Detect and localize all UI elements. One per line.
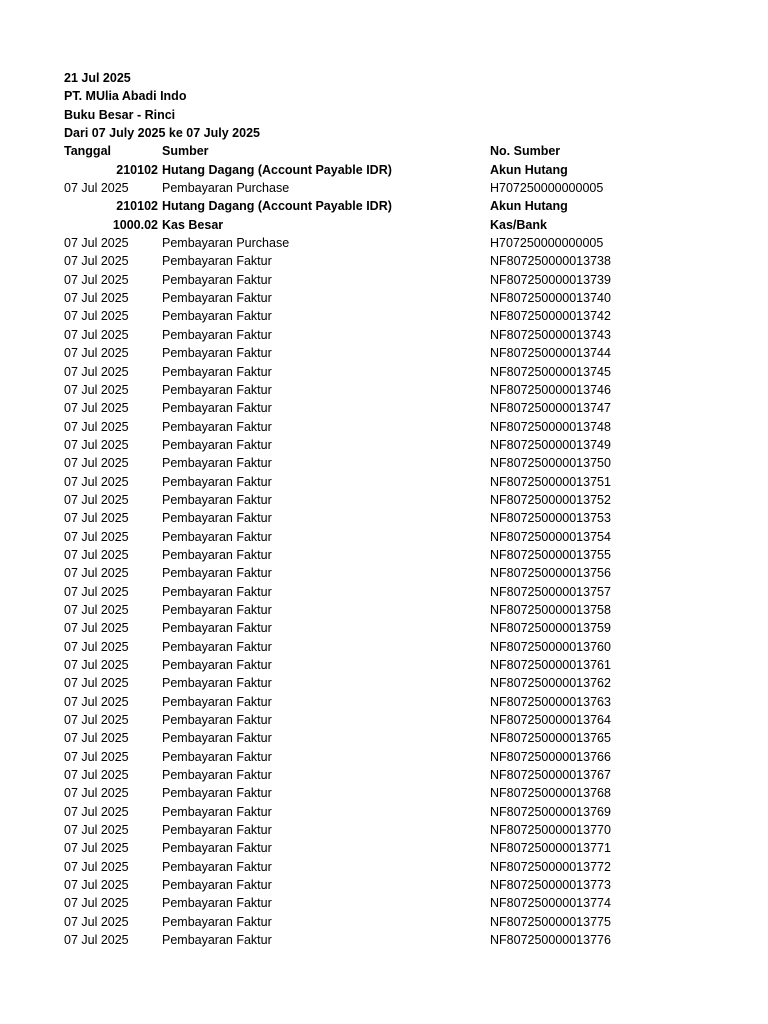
column-header-row (64, 142, 744, 160)
row-description: Pembayaran Faktur (162, 327, 272, 342)
row-source-no: NF807250000013768 (490, 786, 611, 801)
row-date: 07 Jul 2025 (64, 584, 129, 599)
account-header-row (64, 197, 744, 215)
row-date: 07 Jul 2025 (64, 492, 129, 507)
row-source-no: NF807250000013756 (490, 566, 611, 581)
row-source-no: NF807250000013745 (490, 364, 611, 379)
column-header-source-no: No. Sumber (490, 144, 561, 159)
table-row (64, 711, 744, 729)
table-row (64, 528, 744, 546)
row-date: 07 Jul 2025 (64, 309, 129, 324)
row-description: Pembayaran Faktur (162, 841, 272, 856)
table-row (64, 271, 744, 289)
row-description: Pembayaran Faktur (162, 859, 272, 874)
row-source-no: NF807250000013772 (490, 859, 611, 874)
ledger-body (64, 161, 744, 950)
row-source-no: NF807250000013751 (490, 474, 611, 489)
row-date: 07 Jul 2025 (64, 639, 129, 654)
row-source-no: NF807250000013747 (490, 401, 611, 416)
row-description: Pembayaran Faktur (162, 713, 272, 728)
row-date: 07 Jul 2025 (64, 878, 129, 893)
row-source-no: NF807250000013769 (490, 804, 611, 819)
row-source-no: NF807250000013754 (490, 529, 611, 544)
table-row (64, 839, 744, 857)
row-date: 07 Jul 2025 (64, 658, 129, 672)
row-source-no: NF807250000013743 (490, 327, 611, 342)
row-description: Pembayaran Faktur (162, 529, 272, 544)
row-source-no: NF807250000013767 (490, 768, 611, 783)
account-name: Hutang Dagang (Account Payable IDR) (162, 162, 392, 177)
row-date: 07 Jul 2025 (64, 768, 129, 783)
table-row (64, 784, 744, 802)
row-description: Pembayaran Faktur (162, 823, 272, 838)
row-description: Pembayaran Faktur (162, 511, 272, 526)
row-description: Pembayaran Faktur (162, 676, 272, 691)
table-row (64, 821, 744, 839)
table-row (64, 399, 744, 417)
row-date: 07 Jul 2025 (64, 731, 129, 746)
row-source-no: H707250000000005 (490, 181, 604, 196)
table-row (64, 748, 744, 766)
table-row (64, 564, 744, 582)
row-date: 07 Jul 2025 (64, 547, 129, 562)
account-header-row (64, 161, 744, 179)
row-date: 07 Jul 2025 (64, 291, 129, 306)
row-date: 07 Jul 2025 (64, 896, 129, 911)
row-description: Pembayaran Faktur (162, 621, 272, 636)
table-row (64, 179, 744, 197)
table-row (64, 729, 744, 747)
account-type: Kas/Bank (490, 217, 547, 232)
table-row (64, 894, 744, 912)
row-source-no: NF807250000013776 (490, 933, 611, 948)
row-description: Pembayaran Faktur (162, 914, 272, 929)
row-source-no: NF807250000013764 (490, 713, 611, 728)
row-source-no: NF807250000013760 (490, 639, 611, 654)
row-date: 07 Jul 2025 (64, 786, 129, 801)
row-description: Pembayaran Faktur (162, 694, 272, 709)
ledger-sheet (64, 69, 744, 950)
row-date: 07 Jul 2025 (64, 602, 129, 617)
row-date: 07 Jul 2025 (64, 181, 129, 196)
row-description: Pembayaran Faktur (162, 364, 272, 379)
table-row (64, 546, 744, 564)
row-source-no: NF807250000013744 (490, 346, 611, 361)
account-name: Hutang Dagang (Account Payable IDR) (162, 199, 392, 214)
row-description: Pembayaran Faktur (162, 309, 272, 324)
table-row (64, 858, 744, 876)
account-type: Akun Hutang (490, 162, 568, 177)
account-code: 210102 (116, 199, 158, 214)
row-description: Pembayaran Faktur (162, 731, 272, 746)
row-date: 07 Jul 2025 (64, 456, 129, 471)
table-row (64, 509, 744, 527)
row-description: Pembayaran Faktur (162, 804, 272, 819)
report-title-text: Buku Besar - Rinci (64, 107, 176, 122)
row-date: 07 Jul 2025 (64, 694, 129, 709)
row-source-no: NF807250000013742 (490, 309, 611, 324)
row-date: 07 Jul 2025 (64, 804, 129, 819)
row-date: 07 Jul 2025 (64, 474, 129, 489)
table-row (64, 473, 744, 491)
table-row (64, 674, 744, 692)
row-description: Pembayaran Purchase (162, 181, 290, 196)
row-date: 07 Jul 2025 (64, 272, 129, 287)
table-row (64, 252, 744, 270)
table-row (64, 234, 744, 252)
table-row (64, 619, 744, 637)
table-row (64, 491, 744, 509)
row-source-no: NF807250000013738 (490, 254, 611, 269)
row-source-no: NF807250000013753 (490, 511, 611, 526)
account-name: Kas Besar (162, 217, 224, 232)
table-row (64, 326, 744, 344)
table-row (64, 766, 744, 784)
row-description: Pembayaran Faktur (162, 272, 272, 287)
account-header-row (64, 216, 744, 234)
row-source-no: NF807250000013770 (490, 823, 611, 838)
row-source-no: NF807250000013746 (490, 382, 611, 397)
row-date: 07 Jul 2025 (64, 346, 129, 361)
table-row (64, 638, 744, 656)
table-row (64, 436, 744, 454)
row-date: 07 Jul 2025 (64, 823, 129, 838)
row-date: 07 Jul 2025 (64, 841, 129, 856)
company-name (64, 87, 744, 105)
row-date: 07 Jul 2025 (64, 254, 129, 269)
table-row (64, 363, 744, 381)
row-source-no: NF807250000013773 (490, 878, 611, 893)
row-description: Pembayaran Faktur (162, 896, 272, 911)
row-description: Pembayaran Faktur (162, 547, 272, 562)
report-period (64, 124, 744, 142)
row-source-no: NF807250000013774 (490, 896, 611, 911)
row-description: Pembayaran Faktur (162, 878, 272, 893)
row-description: Pembayaran Faktur (162, 566, 272, 581)
row-date: 07 Jul 2025 (64, 364, 129, 379)
table-row (64, 344, 744, 362)
table-row (64, 583, 744, 601)
row-description: Pembayaran Faktur (162, 658, 272, 672)
row-description: Pembayaran Faktur (162, 401, 272, 416)
row-description: Pembayaran Faktur (162, 291, 272, 306)
row-date: 07 Jul 2025 (64, 419, 129, 434)
report-date (64, 69, 744, 87)
row-source-no: NF807250000013739 (490, 272, 611, 287)
table-row (64, 803, 744, 821)
row-date: 07 Jul 2025 (64, 511, 129, 526)
table-row (64, 289, 744, 307)
row-date: 07 Jul 2025 (64, 933, 129, 948)
account-code: 210102 (116, 162, 158, 177)
row-description: Pembayaran Faktur (162, 933, 272, 948)
row-date: 07 Jul 2025 (64, 859, 129, 874)
row-description: Pembayaran Faktur (162, 346, 272, 361)
row-source-no: NF807250000013750 (490, 456, 611, 471)
company-name-text: PT. MUlia Abadi Indo (64, 89, 187, 104)
row-date: 07 Jul 2025 (64, 749, 129, 764)
row-source-no: NF807250000013775 (490, 914, 611, 929)
row-description: Pembayaran Purchase (162, 236, 290, 251)
row-source-no: NF807250000013755 (490, 547, 611, 562)
table-row (64, 913, 744, 931)
table-row (64, 656, 744, 674)
row-source-no: NF807250000013762 (490, 676, 611, 691)
table-row (64, 876, 744, 894)
row-source-no: NF807250000013749 (490, 437, 611, 452)
row-source-no: NF807250000013758 (490, 602, 611, 617)
row-date: 07 Jul 2025 (64, 401, 129, 416)
row-description: Pembayaran Faktur (162, 254, 272, 269)
row-source-no: NF807250000013771 (490, 841, 611, 856)
row-source-no: NF807250000013761 (490, 658, 611, 672)
row-description: Pembayaran Faktur (162, 419, 272, 434)
row-description: Pembayaran Faktur (162, 639, 272, 654)
row-source-no: NF807250000013765 (490, 731, 611, 746)
row-source-no: NF807250000013759 (490, 621, 611, 636)
table-row (64, 931, 744, 949)
row-date: 07 Jul 2025 (64, 382, 129, 397)
row-date: 07 Jul 2025 (64, 437, 129, 452)
account-code: 1000.02 (112, 217, 158, 232)
row-date: 07 Jul 2025 (64, 676, 129, 691)
column-header-date: Tanggal (64, 144, 111, 159)
table-row (64, 454, 744, 472)
report-title (64, 106, 744, 124)
report-date-text: 21 Jul 2025 (64, 71, 131, 85)
table-row (64, 693, 744, 711)
row-date: 07 Jul 2025 (64, 327, 129, 342)
table-row (64, 307, 744, 325)
row-date: 07 Jul 2025 (64, 529, 129, 544)
row-date: 07 Jul 2025 (64, 713, 129, 728)
row-source-no: NF807250000013752 (490, 492, 611, 507)
row-description: Pembayaran Faktur (162, 456, 272, 471)
row-source-no: NF807250000013757 (490, 584, 611, 599)
account-type: Akun Hutang (490, 199, 568, 214)
row-description: Pembayaran Faktur (162, 492, 272, 507)
report-period-text: Dari 07 July 2025 ke 07 July 2025 (64, 126, 260, 141)
table-row (64, 381, 744, 399)
row-source-no: NF807250000013766 (490, 749, 611, 764)
column-header-description: Sumber (162, 144, 209, 159)
row-date: 07 Jul 2025 (64, 566, 129, 581)
row-source-no: H707250000000005 (490, 236, 604, 251)
row-source-no: NF807250000013763 (490, 694, 611, 709)
row-description: Pembayaran Faktur (162, 602, 272, 617)
table-row (64, 418, 744, 436)
row-description: Pembayaran Faktur (162, 584, 272, 599)
row-description: Pembayaran Faktur (162, 786, 272, 801)
row-date: 07 Jul 2025 (64, 914, 129, 929)
row-description: Pembayaran Faktur (162, 768, 272, 783)
row-source-no: NF807250000013748 (490, 419, 611, 434)
row-description: Pembayaran Faktur (162, 382, 272, 397)
row-description: Pembayaran Faktur (162, 474, 272, 489)
row-date: 07 Jul 2025 (64, 621, 129, 636)
row-description: Pembayaran Faktur (162, 749, 272, 764)
row-date: 07 Jul 2025 (64, 236, 129, 251)
table-row (64, 601, 744, 619)
row-description: Pembayaran Faktur (162, 437, 272, 452)
row-source-no: NF807250000013740 (490, 291, 611, 306)
